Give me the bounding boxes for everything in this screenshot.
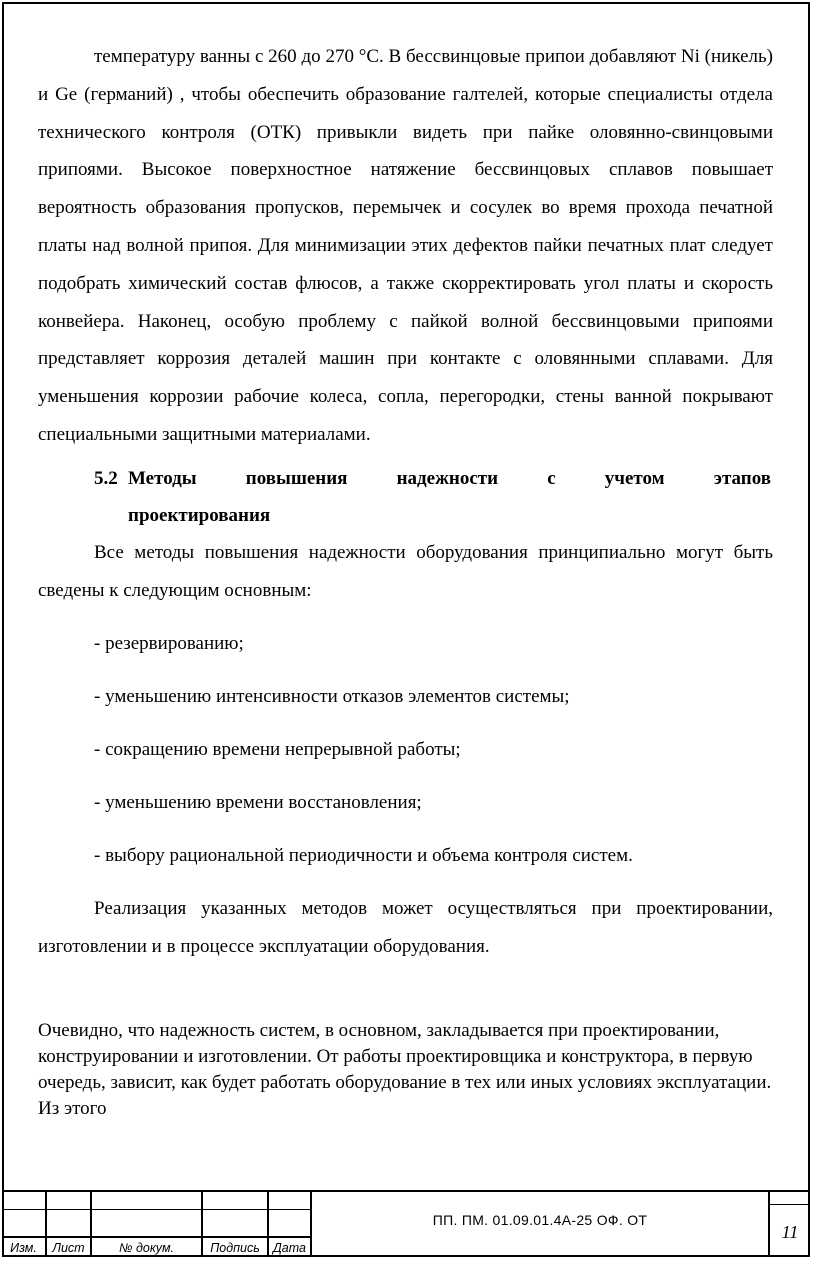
document-code: ПП. ПМ. 01.09.01.4А-25 ОФ. ОТ — [432, 1212, 648, 1228]
list-item: - уменьшению времени восстановления; — [94, 792, 422, 814]
document-body — [38, 38, 773, 966]
list-item: - выбору рациональной периодичности и объема контроля систем. — [94, 845, 633, 867]
methods-list — [38, 625, 773, 874]
paragraph-1: температуру ванны с 260 до 270 °С. В бессвинцовые припои добавляют Ni (никель) и Ge (германий) , чтобы обеспечить образование галтелей, которые специалисты отдела технического контроля (ОТК) привыкли видеть при пайке оловянно-свинцовыми припоями. Высокое поверхностное натяжение бессвинцовых сплавов повышает вероятность образования пропусков, перемычек и сосулек во время прохода печатной платы над волной припоя. Для минимизации этих дефектов пайки печатных плат следует подобрать химический состав флюсов, а также скорректировать угол платы и скорость конвейера. Наконец, особую проблему с пайкой волной бессвинцовыми припоями представляет коррозия деталей машин при контакте с оловянными сплавами. Для уменьшения коррозии рабочие колеса, сопла, перегородки, стены ванной покрывают специальными защитными материалами. — [38, 46, 773, 445]
stamp-row-line — [2, 1236, 310, 1238]
list-item: - резервированию; — [94, 633, 244, 655]
section-title-line-1: Методы повышения надежности с учетом этапов — [128, 467, 771, 489]
page-number: 11 — [781, 1222, 799, 1242]
stamp-label-date: Дата — [273, 1241, 306, 1255]
paragraph-4: Очевидно, что надежность систем, в основном, закладывается при проектировании, конструировании и изготовлении. От работы проектировщика и конструктора, в первую очередь, зависит, как будет работать оборудование в тех или иных условиях эксплуатации. Из этого — [38, 1020, 772, 1119]
title-block — [2, 1190, 810, 1257]
list-item: - сокращению времени непрерывной работы; — [94, 739, 461, 761]
paragraph-3: Реализация указанных методов может осуществляться при проектировании, изготовлении и в процессе эксплуатации оборудования. — [38, 898, 773, 958]
section-title-line-2: проектирования — [128, 504, 271, 526]
list-item: - уменьшению интенсивности отказов элементов системы; — [94, 686, 570, 708]
section-heading — [38, 460, 773, 534]
stamp-label-change: Изм. — [10, 1241, 37, 1255]
paragraph-2: Все методы повышения надежности оборудования принципиально могут быть сведены к следующим основным: — [38, 541, 773, 601]
section-number: 5.2 — [94, 467, 118, 489]
stamp-label-sheet: Лист — [52, 1241, 85, 1255]
stamp-label-signature: Подпись — [210, 1241, 260, 1255]
sheet-label-cell — [770, 1192, 810, 1205]
stamp-label-doc-number: № докум. — [118, 1241, 175, 1255]
stamp-row-line — [2, 1209, 310, 1210]
